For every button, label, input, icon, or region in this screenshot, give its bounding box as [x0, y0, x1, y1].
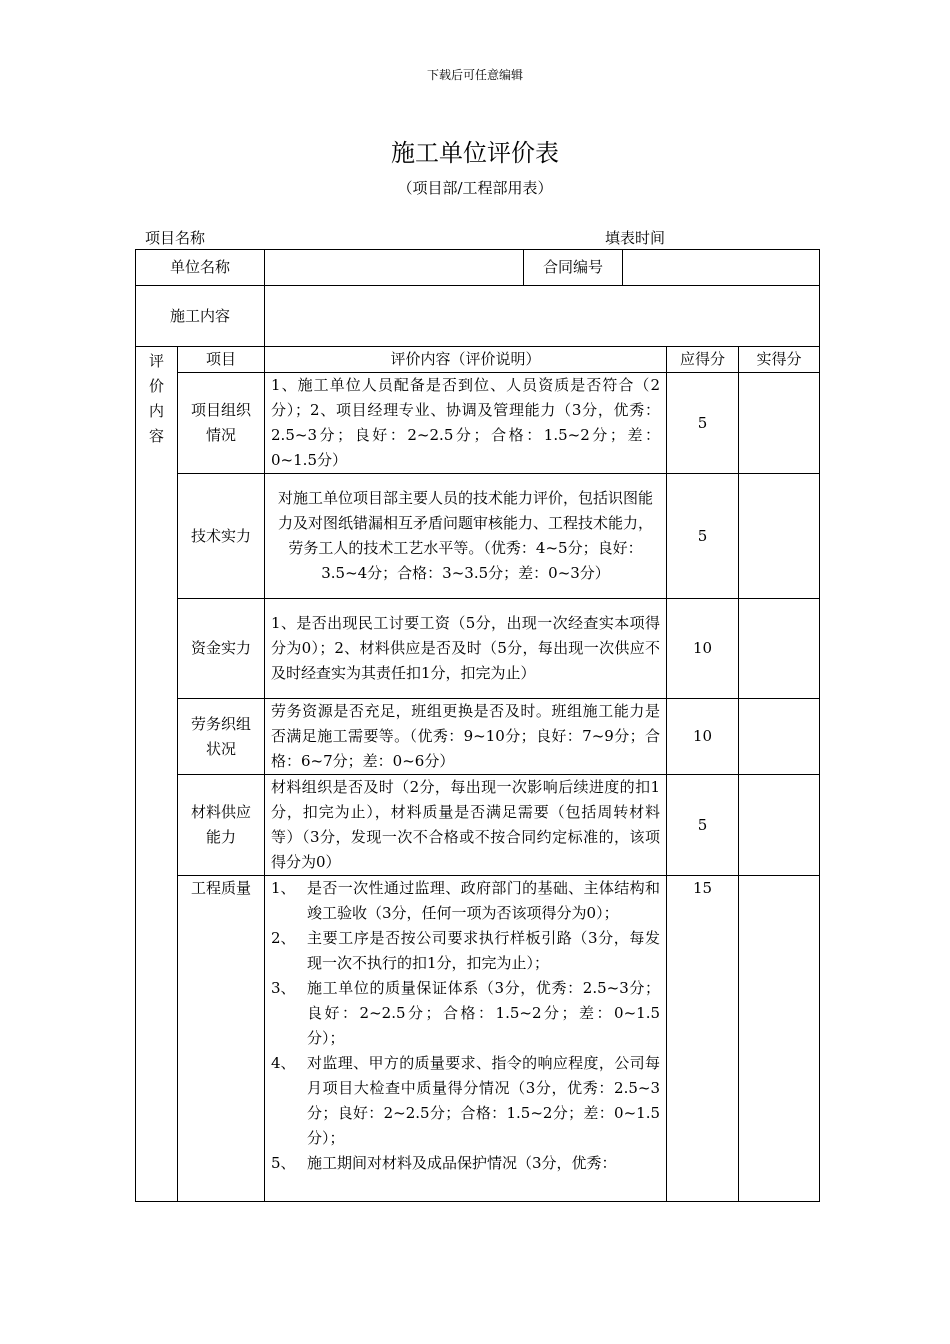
- row-actual-score-field[interactable]: [739, 876, 820, 1202]
- row-actual-score-field[interactable]: [739, 599, 820, 699]
- contract-no-label: 合同编号: [524, 250, 623, 286]
- row-content: 材料组织是否及时（2分，每出现一次影响后续进度的扣1分，扣完为止），材料质量是否满足需要（包括周转材料等）（3分，发现一次不合格或不按合同约定标准的，该项得分为0）: [265, 775, 667, 876]
- unit-name-label: 单位名称: [136, 250, 265, 286]
- vertical-char: 评: [148, 352, 164, 370]
- construction-content-field[interactable]: [265, 286, 820, 347]
- point-number: 2、: [271, 929, 296, 947]
- evaluation-table: [135, 249, 820, 1202]
- table-row: [136, 599, 820, 699]
- quality-point: [271, 876, 660, 926]
- point-text: 对监理、甲方的质量要求、指令的响应程度，公司每月项目大检查中质量得分情况（3分，优秀：2.5~3分；良好：2~2.5分；合格：1.5~2分；差：0~1.5分）；: [307, 1054, 661, 1147]
- row-content: 劳务资源是否充足，班组更换是否及时。班组施工能力是否满足施工需要等。（优秀：9~10分；良好：7~9分；合格：6~7分；差：0~6分）: [265, 699, 667, 775]
- point-text: 是否一次性通过监理、政府部门的基础、主体结构和竣工验收（3分，任何一项为否该项得分为0）；: [307, 879, 661, 922]
- quality-row: [136, 876, 820, 1202]
- row-should-score: 10: [667, 599, 739, 699]
- fill-time-label: 填表时间: [605, 229, 666, 247]
- row-actual-score-field[interactable]: [739, 373, 820, 474]
- quality-point: [271, 1151, 660, 1176]
- quality-point: [271, 926, 660, 976]
- row-content: 1、施工单位人员配备是否到位、人员资质是否符合（2分）；2、项目经理专业、协调及管理能力（3分，优秀：2.5~3分；良好：2~2.5分；合格：1.5~2分；差：0~1.5分）: [265, 373, 667, 474]
- quality-content: [265, 876, 667, 1202]
- row-should-score: 10: [667, 699, 739, 775]
- content-row: [136, 286, 820, 347]
- table-row: [136, 474, 820, 599]
- quality-point: [271, 976, 660, 1051]
- row-item: 技术实力: [178, 474, 265, 599]
- point-number: 4、: [271, 1054, 296, 1072]
- page-subtitle: （项目部/工程部用表）: [397, 179, 553, 197]
- point-number: 3、: [271, 979, 296, 997]
- row-actual-score-field[interactable]: [739, 775, 820, 876]
- col-content-header: 评价内容（评价说明）: [265, 347, 667, 373]
- col-item-header: 项目: [178, 347, 265, 373]
- quality-points: [271, 876, 660, 1176]
- row-should-score: 15: [667, 876, 739, 1202]
- row-item: 项目组织情况: [178, 373, 265, 474]
- unit-row: [136, 250, 820, 286]
- page-title: 施工单位评价表: [391, 139, 559, 167]
- table-row: [136, 373, 820, 474]
- col-should-score-header: 应得分: [667, 347, 739, 373]
- contract-no-field[interactable]: [623, 250, 820, 286]
- point-text: 施工单位的质量保证体系（3分，优秀：2.5~3分；良好：2~2.5分；合格：1.5~2分；差：0~1.5分）；: [307, 979, 661, 1047]
- project-name-label: 项目名称: [145, 229, 206, 247]
- unit-name-field[interactable]: [265, 250, 524, 286]
- row-actual-score-field[interactable]: [739, 474, 820, 599]
- row-item: 资金实力: [178, 599, 265, 699]
- table-row: [136, 775, 820, 876]
- point-number: 1、: [271, 879, 296, 897]
- construction-content-label: 施工内容: [136, 286, 265, 347]
- row-content: 1、是否出现民工讨要工资（5分，出现一次经查实本项得分为0）；2、材料供应是否及时（5分，每出现一次供应不及时经查实为其责任扣1分，扣完为止）: [265, 599, 667, 699]
- row-content: 对施工单位项目部主要人员的技术能力评价，包括识图能力及对图纸错漏相互矛盾问题审核能力、工程技术能力，劳务工人的技术工艺水平等。（优秀：4~5分；良好：3.5~4分；合格：3~3.5分；差：0~3分）: [265, 474, 667, 599]
- row-item: 工程质量: [178, 876, 265, 1202]
- header-note: 下载后可任意编辑: [426, 68, 523, 82]
- row-should-score: 5: [667, 474, 739, 599]
- point-number: 5、: [271, 1154, 296, 1172]
- column-header-row: [136, 347, 820, 373]
- table-row: [136, 699, 820, 775]
- row-item: 材料供应能力: [178, 775, 265, 876]
- vertical-char: 内: [148, 402, 164, 420]
- vertical-char: 容: [148, 427, 164, 445]
- row-actual-score-field[interactable]: [739, 699, 820, 775]
- row-should-score: 5: [667, 775, 739, 876]
- vertical-char: 价: [148, 377, 164, 395]
- col-actual-score-header: 实得分: [739, 347, 820, 373]
- quality-point: [271, 1051, 660, 1151]
- point-text: 施工期间对材料及成品保护情况（3分，优秀：: [307, 1154, 617, 1172]
- eval-content-vertical-label: [136, 347, 178, 1202]
- row-item: 劳务织组状况: [178, 699, 265, 775]
- point-text: 主要工序是否按公司要求执行样板引路（3分，每发现一次不执行的扣1分，扣完为止）；: [307, 929, 661, 972]
- row-should-score: 5: [667, 373, 739, 474]
